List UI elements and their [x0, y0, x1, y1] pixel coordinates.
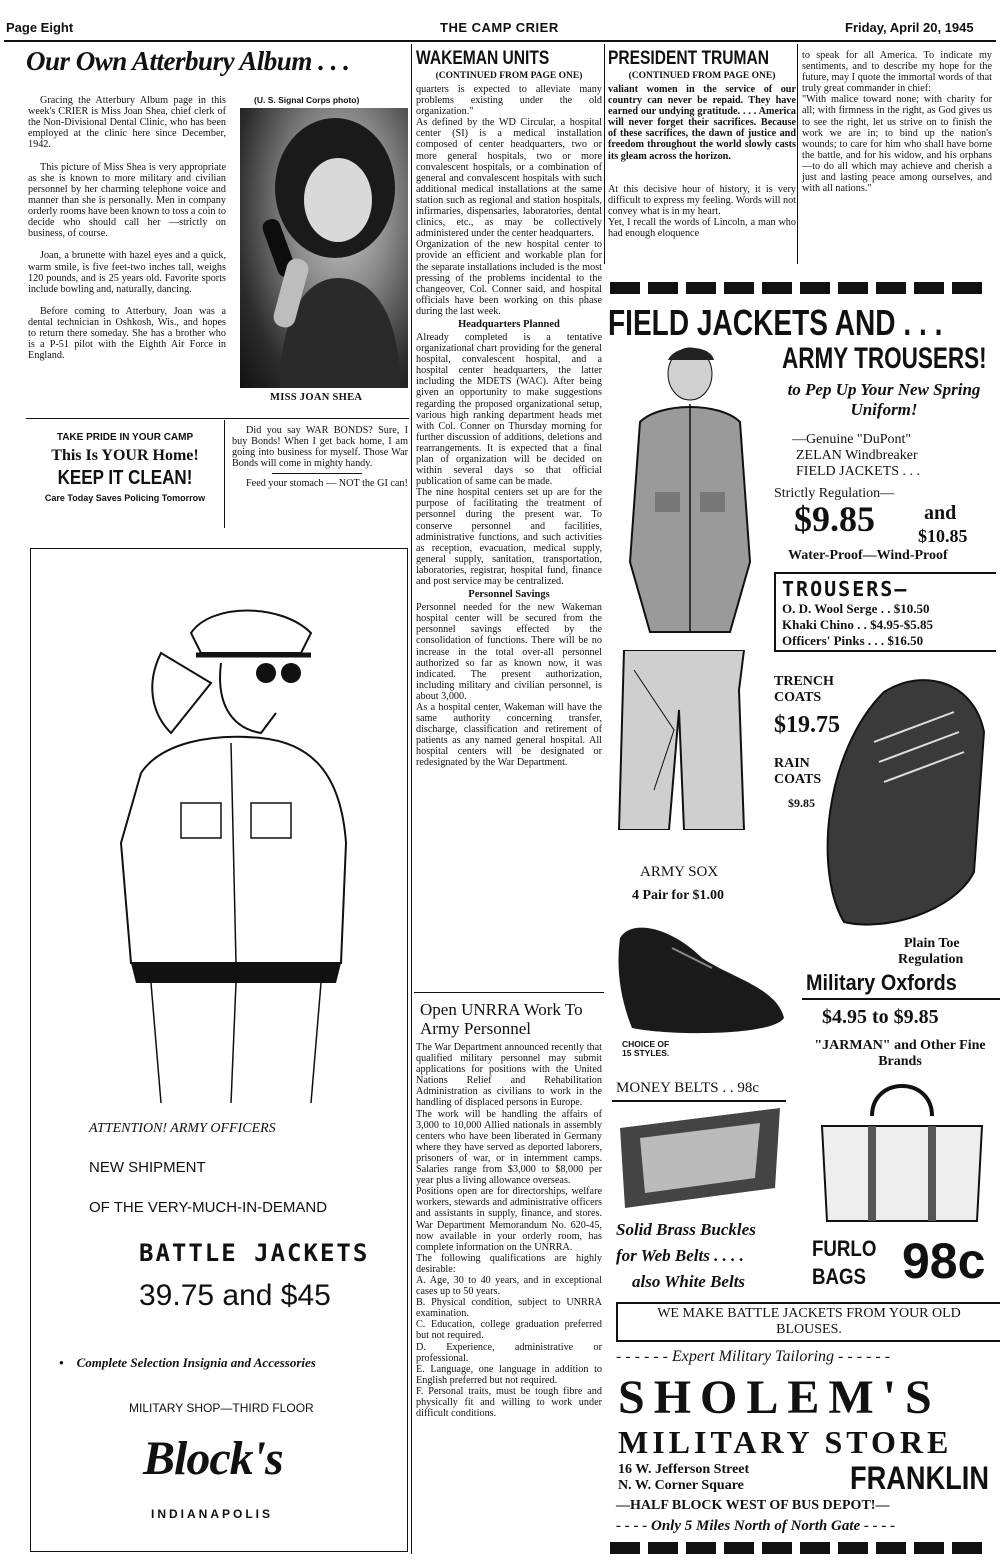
blocks-ad [30, 548, 408, 1552]
photo-credit: (U. S. Signal Corps photo) [254, 95, 360, 105]
tailoring-text: Expert Military Tailoring [671, 1348, 835, 1365]
rain-price: $9.85 [788, 796, 815, 810]
sholem-bottom-border [610, 1542, 982, 1554]
masthead-left: Page Eight [6, 20, 74, 35]
battle-jackets-text: WE MAKE BATTLE JACKETS FROM YOUR OLD BLOUSES. [657, 1306, 961, 1337]
jarman-label: "JARMAN" and Other Fine Brands [814, 1038, 986, 1069]
unrra-body: The War Department announced recently that qualified military personnel may submit applications for positions with the United Nations Relief and Rehabilitation Administration as civilians to work in the handling of displaced persons in Europe. The work will be handling the affairs of 3,000 to 10,000 Allied nationals in assembly centers who have been liberated in Germany where they have served as deported laborers, prisoners of war, or in internment camps. Salaries range from $3,000 to $8,000 per year plus a living allowance overseas. Positions open are for directorships, welfare workers, stewards and administrative officers and assistants in supply, finance, and stores. War Department Memorandum No. 620-45, now available in your orderly room, has complete information on the UNRRA. The following qualifications are highly desirable: A. Age, 30 to 40 years, and in exceptional cases up to 50 years. B. Physical condition, subject to UNRRA examination. C. Education, college graduation preferred but not required. D. Experience, administrative or professional. E. Language, one language in addition to English preferred but not required. F. Personal traits, must be tough fibre and physically fit and willing to work under difficult conditions. [416, 1042, 602, 1420]
money-belt-illustration [620, 1108, 780, 1208]
unrra-rule [414, 992, 604, 993]
wakeman-body [416, 84, 602, 769]
trousers-item-1: O. D. Wool Serge . . $10.50 [782, 601, 930, 616]
blocks-accessories: Complete Selection Insignia and Accessories [76, 1355, 316, 1370]
battle-jackets-box [616, 1302, 1000, 1342]
wakeman-body-1: quarters is expected to alleviate many problems existing under the old organization." As defined by the WD Circular, a hospital center (SI) is a medical installation composed of center headquarters, two or more general hospitals, two or more convalescent hospitals, or a combination of general and convalescent hospitals with such additional medical installations at the same station such as regional and station hospitals, infirmaries, dispensaries, laboratories, dental clinics, etc., as may be collectively administered under the center headquarters. Organization of the new hospital center to provide an efficient and workable plan for the separate installations included is the most pressing of the problems incidental to the changeover, Col. Conner said, and hospital officials have been working on this phase during the last week. [416, 84, 602, 317]
sholem-headline-2: ARMY TROUSERS! [782, 342, 987, 375]
store-address-2: N. W. Corner Square [618, 1478, 744, 1493]
regulation-label: Regulation [898, 952, 964, 967]
truman-headline: PRESIDENT TRUMAN [608, 48, 770, 69]
sholem-price-alt: $10.85 [918, 526, 968, 546]
blocks-logo: Block's [143, 1432, 283, 1485]
tailoring-line: - - - - - - Expert Military Tailoring - - - - - - [616, 1348, 891, 1365]
half-block-line: —HALF BLOCK WEST OF BUS DEPOT!— [616, 1498, 890, 1513]
pride-line-1: TAKE PRIDE IN YOUR CAMP [56, 432, 194, 443]
sholem-ad [606, 272, 1000, 1560]
trousers-illustration [614, 650, 754, 830]
sholem-price-and: and [924, 502, 957, 524]
wakeman-continued: (CONTINUED FROM PAGE ONE) [435, 71, 583, 81]
furlo-bag-illustration [812, 1076, 992, 1226]
trench-label-2: COATS [774, 690, 822, 705]
masthead-center: THE CAMP CRIER [440, 20, 559, 35]
album-rule [26, 418, 409, 419]
furlo-line-2: BAGS [812, 1264, 867, 1289]
pride-divider [224, 420, 225, 528]
furlo-price: 98c [902, 1233, 986, 1289]
black-shoe-illustration [612, 918, 786, 1038]
bonds-footer: Feed your stomach — NOT the GI can! [246, 478, 408, 490]
pride-line-4: Care Today Saves Policing Tomorrow [44, 493, 206, 503]
choice-label: CHOICE OF 15 STYLES. [622, 1039, 670, 1058]
sholem-waterproof: Water-Proof—Wind-Proof [788, 548, 948, 563]
trousers-item-2: Khaki Chino . . $4.95-$5.85 [782, 617, 933, 632]
oxford-shoe-illustration [804, 672, 1000, 932]
rain-label-1: RAIN [774, 756, 810, 771]
officer-illustration [101, 563, 361, 1103]
money-belts: MONEY BELTS . . 98c [616, 1080, 760, 1096]
photo-caption: MISS JOAN SHEA [270, 392, 363, 403]
masthead-right: Friday, April 20, 1945 [845, 20, 974, 35]
album-paragraph-2: This picture of Miss Shea is very appropriate as she is known to more military and civilian personnel by her charming telephone voice and manner than she is personally. Men in company orderly rooms have been known to toss a coin to decide who should call her —strictly on business, of course. [28, 161, 226, 240]
store-address-1: 16 W. Jefferson Street [618, 1462, 750, 1477]
trousers-title: TROUSERS— [782, 577, 909, 601]
sholem-top-border [610, 282, 982, 294]
buckles-line-3: also White Belts [632, 1272, 746, 1291]
trousers-box [774, 572, 996, 652]
truman-body: At this decisive hour of history, it is very difficult to express my feeling. Words will not convey what is in my heart. Yet, I recall the words of Lincoln, a man who had enough eloquence [608, 184, 796, 240]
album-title: Our Own Atterbury Album . . . [26, 46, 350, 76]
blocks-line-3: OF THE VERY-MUCH-IN-DEMAND [89, 1199, 328, 1216]
album-paragraph-1: Gracing the Atterbury Album page in this week's CRIER is Miss Joan Shea, chief clerk of the Non-Divisional Dental Clinic, who has been employed at the clinic here since December, 1942. [28, 95, 226, 151]
buckles-line-1: Solid Brass Buckles [616, 1220, 756, 1239]
sox-price: 4 Pair for $1.00 [632, 888, 725, 903]
portrait-illustration [240, 108, 408, 388]
bonds-rule [272, 473, 362, 474]
store-name-1: SHOLEM'S [618, 1371, 941, 1424]
blocks-price: 39.75 and $45 [139, 1279, 331, 1312]
trench-price: $19.75 [774, 712, 840, 738]
bonds-text: Did you say WAR BONDS? Sure, I buy Bonds! When I get back home, I am going into business for myself. Those War Bonds will come in mighty handy. [232, 425, 408, 470]
album-paragraph-4: Before coming to Atterbury, Joan was a dental technician in Oshkosh, Wis., and hopes to return there someday. She has a brother who is a P-51 pilot with the Eighth Air Force in England. [28, 305, 226, 362]
field-jacket-illustration [610, 342, 760, 642]
store-city: FRANKLIN [850, 1460, 990, 1496]
sholem-tagline: to Pep Up Your New Spring Uniform! [787, 380, 981, 419]
oxfords-label: Military Oxfords [806, 970, 957, 995]
rain-label-2: COATS [774, 772, 822, 787]
pride-line-2: This Is YOUR Home! [51, 447, 199, 464]
sholem-strictly: Strictly Regulation— [774, 486, 895, 501]
column-rule-1 [411, 44, 412, 1554]
blocks-battle-jackets: BATTLE JACKETS [139, 1239, 370, 1267]
masthead-rule [4, 40, 996, 42]
truman-bold: valiant women in the service of our country can never be repaid. They have earned our undying gratitude. . . . America will never forget their sacrifices. Because of these sacrifices, the dawn of justice and freedom throughout the world slowly casts its gleam across the horizon. [608, 84, 796, 162]
joan-shea-photo [240, 108, 408, 388]
half-block-text: HALF BLOCK WEST OF BUS DEPOT! [630, 1498, 876, 1513]
album-text [28, 84, 226, 372]
sholem-price-main: $9.85 [794, 499, 875, 539]
trousers-item-3: Officers' Pinks . . . $16.50 [782, 633, 924, 648]
pride-line-3: KEEP IT CLEAN! [57, 467, 193, 489]
north-gate-line: - - - - Only 5 Miles North of North Gate - - - - [616, 1518, 896, 1534]
sholem-field-jackets: FIELD JACKETS . . . [796, 464, 921, 479]
sholem-genuine: —Genuine "DuPont" [792, 432, 912, 447]
sholem-zelan: ZELAN Windbreaker [796, 448, 918, 463]
oxford-price: $4.95 to $9.85 [822, 1006, 939, 1028]
wakeman-headline: WAKEMAN UNITS [416, 48, 550, 69]
oxfords-rule [802, 998, 1000, 1000]
wakeman-body-2: Already completed is a tentative organizational chart providing for the general hospital, convalescent hospital, and a hospital center headquarters, the latter including the MDETS (WAC). After being given an opportunity to make suggestions regarding the proposed organizational setup, various high ranking department heads met with Col. Conner on Thursday morning for further discussion of additions, deletions and rearrangements. It is expected that a final plan of organization will be decided on within several days so that official publication of same can be made. The nine hospital centers set up are for the purpose of facilitating the treatment of personnel during the present war. To conserve personnel and facilities, administrative functions, and such activities as reception, evacuation, medical supply, general supply, sanitation, transportation, laboratories, registrar, hospital fund, finance and post service may be centralized. [416, 331, 602, 588]
sholem-headline-1: FIELD JACKETS AND . . . [608, 302, 943, 343]
column-rule-2 [604, 44, 605, 264]
trench-label-1: TRENCH [774, 674, 834, 689]
blocks-line-6: MILITARY SHOP—THIRD FLOOR [129, 1401, 314, 1415]
furlo-line-1: FURLO [812, 1236, 877, 1261]
truman-body-right: to speak for all America. To indicate my sentiments, and to describe my hope for the future, may I quote the immortal words of that truly great commander in chief: "With malice toward none; with charity for all; with firmness in the right, as God gives us to see the right, let us strive on to finish the work we are in; to bind up the nation's wounds; to care for him who shall have borne the battle, and for his widow, and his orphans—to do all which may achieve and cherish a just and lasting peace among ourselves, and with all nations." [802, 50, 992, 195]
column-rule-3 [797, 44, 798, 264]
blocks-line-2: NEW SHIPMENT [89, 1159, 206, 1176]
blocks-line-5: • Complete Selection Insignia and Accessories [59, 1355, 316, 1370]
unrra-headline: Open UNRRA Work To Army Personnel [420, 1000, 583, 1038]
wakeman-sub-1: Headquarters Planned [458, 318, 560, 330]
money-rule [612, 1100, 786, 1102]
plain-toe-label: Plain Toe [904, 936, 960, 951]
truman-continued: (CONTINUED FROM PAGE ONE) [628, 71, 776, 81]
buckles-line-2: for Web Belts . . . . [616, 1246, 744, 1265]
wakeman-sub-2: Personnel Savings [468, 589, 550, 601]
pride-box [28, 432, 222, 503]
store-name-2: MILITARY STORE [618, 1424, 953, 1460]
blocks-line-1: ATTENTION! ARMY OFFICERS [89, 1121, 276, 1136]
blocks-city: INDIANAPOLIS [151, 1507, 274, 1521]
north-gate-text: Only 5 Miles North of North Gate [650, 1518, 861, 1534]
album-paragraph-3: Joan, a brunette with hazel eyes and a quick, warm smile, is five feet-two inches tall, weighs 120 pounds, and is 25 years old. Favorite sports include bowling and, naturally, dancing. [28, 250, 226, 295]
sox-label: ARMY SOX [640, 864, 719, 880]
wakeman-body-3: Personnel needed for the new Wakeman hospital center will be secured from the personnel savings effected by the consolidation of functions. There will be no increase in the total over-all personnel authorized so far as known now, it was indicated. The present authorization, including military and civilian personnel, is about 3,000. As a hospital center, Wakeman will have the same authority concerning transfer, discharge, classification and retirement of patients as any named general hospital. All hospital centers will be designated or redesignated by the War Department. [416, 602, 602, 769]
bonds-box [232, 425, 408, 489]
